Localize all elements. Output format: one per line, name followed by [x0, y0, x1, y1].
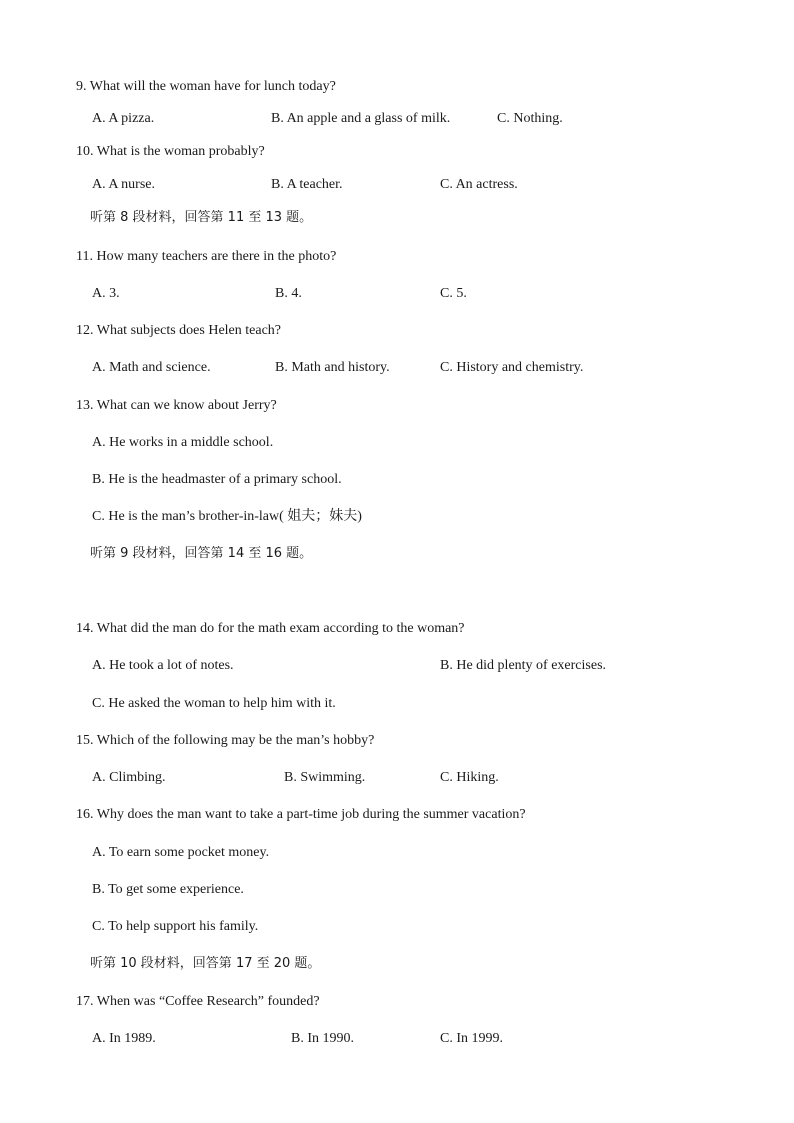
q12-option-b: B. Math and history. [275, 360, 390, 375]
q9-option-a: A. A pizza. [92, 111, 155, 126]
section-instruction-9: 听第 9 段材料，回答第 14 至 16 题。 [90, 546, 313, 561]
q16-option-b: B. To get some experience. [92, 882, 244, 897]
q17-option-c: C. In 1999. [440, 1031, 503, 1046]
section-instruction-10: 听第 10 段材料，回答第 17 至 20 题。 [90, 956, 321, 971]
q13-option-b: B. He is the headmaster of a primary school. [92, 472, 342, 487]
q9-option-c: C. Nothing. [497, 111, 563, 126]
q13-option-c: C. He is the man’s brother-in-law( 姐夫；妹夫) [92, 509, 362, 524]
q16-option-a: A. To earn some pocket money. [92, 845, 270, 860]
question-14: 14. What did the man do for the math exam according to the woman? [76, 621, 465, 636]
question-17: 17. When was “Coffee Research” founded? [76, 994, 320, 1009]
q17-option-a: A. In 1989. [92, 1031, 156, 1046]
q15-option-a: A. Climbing. [92, 770, 166, 785]
q10-option-c: C. An actress. [440, 177, 518, 192]
question-10: 10. What is the woman probably? [76, 144, 265, 159]
q11-option-a: A. 3. [92, 286, 120, 301]
question-16: 16. Why does the man want to take a part-time job during the summer vacation? [76, 807, 526, 822]
q10-option-a: A. A nurse. [92, 177, 155, 192]
q9-option-b: B. An apple and a glass of milk. [271, 111, 451, 126]
question-12: 12. What subjects does Helen teach? [76, 323, 282, 338]
q13-option-a: A. He works in a middle school. [92, 435, 274, 450]
question-11: 11. How many teachers are there in the photo? [76, 249, 337, 264]
q12-option-c: C. History and chemistry. [440, 360, 584, 375]
question-13: 13. What can we know about Jerry? [76, 398, 277, 413]
question-15: 15. Which of the following may be the man’s hobby? [76, 733, 375, 748]
q11-option-c: C. 5. [440, 286, 467, 301]
q12-option-a: A. Math and science. [92, 360, 211, 375]
q14-option-c: C. He asked the woman to help him with it. [92, 696, 336, 711]
q16-option-c: C. To help support his family. [92, 919, 259, 934]
q15-option-c: C. Hiking. [440, 770, 499, 785]
q17-option-b: B. In 1990. [291, 1031, 354, 1046]
section-instruction-8: 听第 8 段材料，回答第 11 至 13 题。 [90, 210, 313, 225]
q14-option-a: A. He took a lot of notes. [92, 658, 234, 673]
question-9: 9. What will the woman have for lunch today? [76, 79, 336, 94]
q11-option-b: B. 4. [275, 286, 302, 301]
q15-option-b: B. Swimming. [284, 770, 366, 785]
q10-option-b: B. A teacher. [271, 177, 343, 192]
q14-option-b: B. He did plenty of exercises. [440, 658, 607, 673]
